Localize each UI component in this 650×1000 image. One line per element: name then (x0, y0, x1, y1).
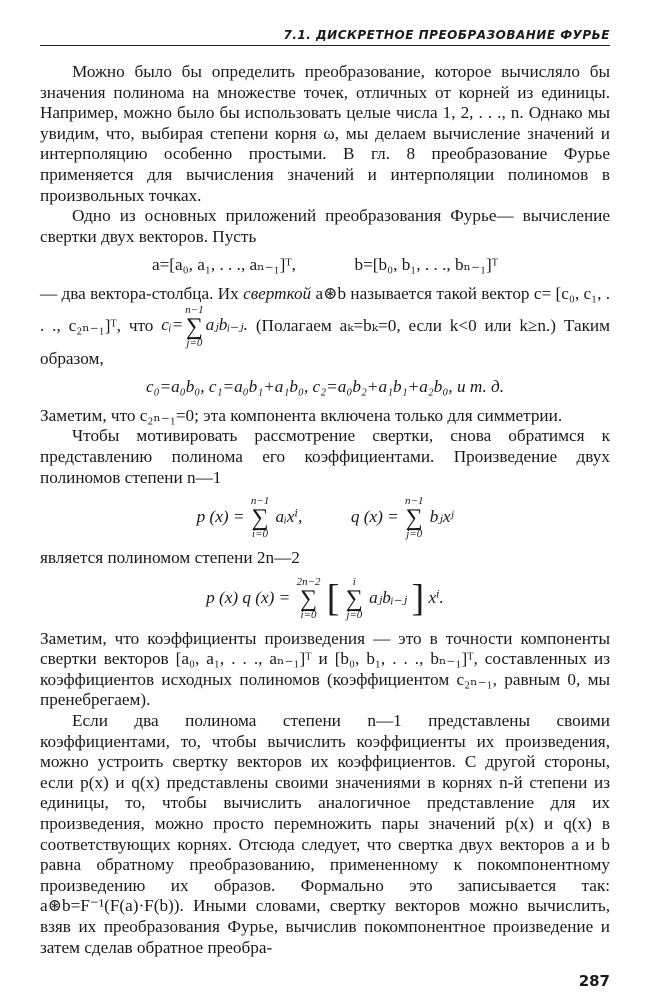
pq-inner-body: aⱼbᵢ₋ⱼ (369, 587, 408, 607)
convolution-def-text-3: (Полагаем aₖ=bₖ=0, если k<0 или k≥n.) Таким образом, (40, 315, 610, 368)
formula-vector-a: a=[a₀, a₁, . . ., aₙ₋₁]ᵀ, (151, 255, 296, 275)
convolution-def-text-1: — два вектора-столбца. Их (40, 283, 239, 303)
formula-convolution-examples: c₀=a₀b₀, c₁=a₀b₁+a₁b₀, c₂=a₀b₂+a₁b₁+a₂b₀, и т. д. (145, 377, 505, 397)
sum-lower-limit: j=0 (406, 528, 423, 541)
formula-product-pq (40, 577, 610, 621)
formula-vector-b: b=[b₀, b₁, . . ., bₙ₋₁]ᵀ (354, 255, 499, 275)
sum-upper-limit: 2n−2 (296, 575, 321, 588)
paragraph-motivation: Чтобы мотивировать рассмотрение свертки, снова обратимся к представлению полинома его коэффициентами. Произведение двух полиномов степени n—1 (40, 426, 610, 487)
conv-lhs: cᵢ= (161, 315, 184, 335)
sum-upper-limit: n−1 (185, 303, 204, 316)
formula-vectors (40, 255, 610, 276)
paragraph-convolution-intro: Одно из основных приложений преобразования Фурье— вычисление свертки двух векторов. Пусть (40, 206, 610, 246)
formula-convolution-component (161, 303, 256, 349)
sum-lower-limit: i=0 (300, 608, 317, 621)
right-bracket: ] (411, 577, 425, 620)
sum-sign: 2n−2 ∑ i=0 (296, 575, 321, 621)
sum-sign: n−1 ∑ j=0 (185, 303, 204, 349)
pq-tail: xⁱ. (428, 587, 444, 607)
text-body (40, 62, 610, 958)
p-body: aᵢxⁱ, (275, 507, 303, 527)
page-number: 287 (578, 972, 610, 990)
sum-lower-limit: j=0 (346, 608, 363, 621)
paragraph-coefficients-note: Заметим, что коэффициенты произведения — это в точности компоненты свертки векторов [a₀, a₁, . . ., aₙ₋₁]ᵀ и [b₀, b₁, . . ., bₙ₋₁]ᵀ, составленных из коэффициентов исходных полиномов (коэффициентом c₂ₙ₋₁, равным 0, мы пренебрегаем). (40, 628, 610, 710)
paragraph-transform-points: Можно было бы определить преобразование, которое вычисляло бы значения полинома на множестве точек, отличных от корней из единицы. Например, можно было бы использовать целые числа 1, 2, . . ., n. Однако мы увидим, что, выбирая степени корня ω, мы делаем вычисление значений и интерполяцию особенно простыми. В гл. 8 преобразование Фурье применяется для вычисления значений и интерполяции полиномов в произвольных точках. (40, 62, 610, 205)
convolution-term: сверткой (243, 283, 312, 303)
running-header: 7.1. ДИСКРЕТНОЕ ПРЕОБРАЗОВАНИЕ ФУРЬЕ (40, 28, 610, 46)
paragraph-convolution-theorem: Если два полинома степени n—1 представлены своими коэффициентами, то, чтобы вычислить коэффициенты их произведения, можно устроить свертку векторов их коэффициентов. С другой стороны, если p(x) и q(x) представлены своими значениями в корнях n-й степени из единицы, то, чтобы вычислить аналогичное представление для их произведения, можно просто перемножить пары значений p(x) и q(x) в соответствующих корнях. Отсюда следует, что свертка двух векторов a и b равна обратному преобразованию, примененному к покомпонентному произведению их образов. Формально это записывается так: a⊛b=F⁻¹(F(a)·F(b)). Иными словами, свертку векторов можно вычислить, взяв их преобразования Фурье, вычислив покомпонентное произведение и затем сделав обратное преобра- (40, 711, 610, 957)
convolution-def-text-2: a⊛b называется такой вектор c= [c₀, c₁, . . ., c₂ₙ₋₁]ᵀ, что (40, 283, 610, 335)
sum-sign: i ∑ j=0 (345, 575, 363, 621)
left-bracket: [ (326, 577, 340, 620)
sum-lower-limit: i=0 (252, 528, 269, 541)
q-lhs: q (x) = (350, 507, 399, 527)
p-lhs: p (x) = (196, 507, 245, 527)
paragraph-convolution-def (40, 284, 610, 369)
sum-upper-limit: n−1 (250, 495, 270, 508)
paragraph-product-degree: является полиномом степени 2n—2 (40, 548, 300, 568)
sum-lower-limit: j=0 (186, 336, 203, 349)
paragraph-symmetry-note: Заметим, что c₂ₙ₋₁=0; эта компонента включена только для симметрии. (40, 405, 563, 425)
sum-upper-limit: n−1 (405, 495, 424, 508)
sum-sign: n−1 ∑ i=0 (250, 495, 270, 541)
sum-upper-limit: i (352, 575, 356, 588)
conv-body: aⱼbᵢ₋ⱼ. (205, 315, 248, 335)
sum-sign: n−1 ∑ j=0 (405, 495, 424, 541)
pq-lhs: p (x) q (x) = (206, 587, 291, 607)
formula-polynomials-pq (40, 496, 610, 540)
q-body: bⱼxʲ (429, 507, 454, 527)
